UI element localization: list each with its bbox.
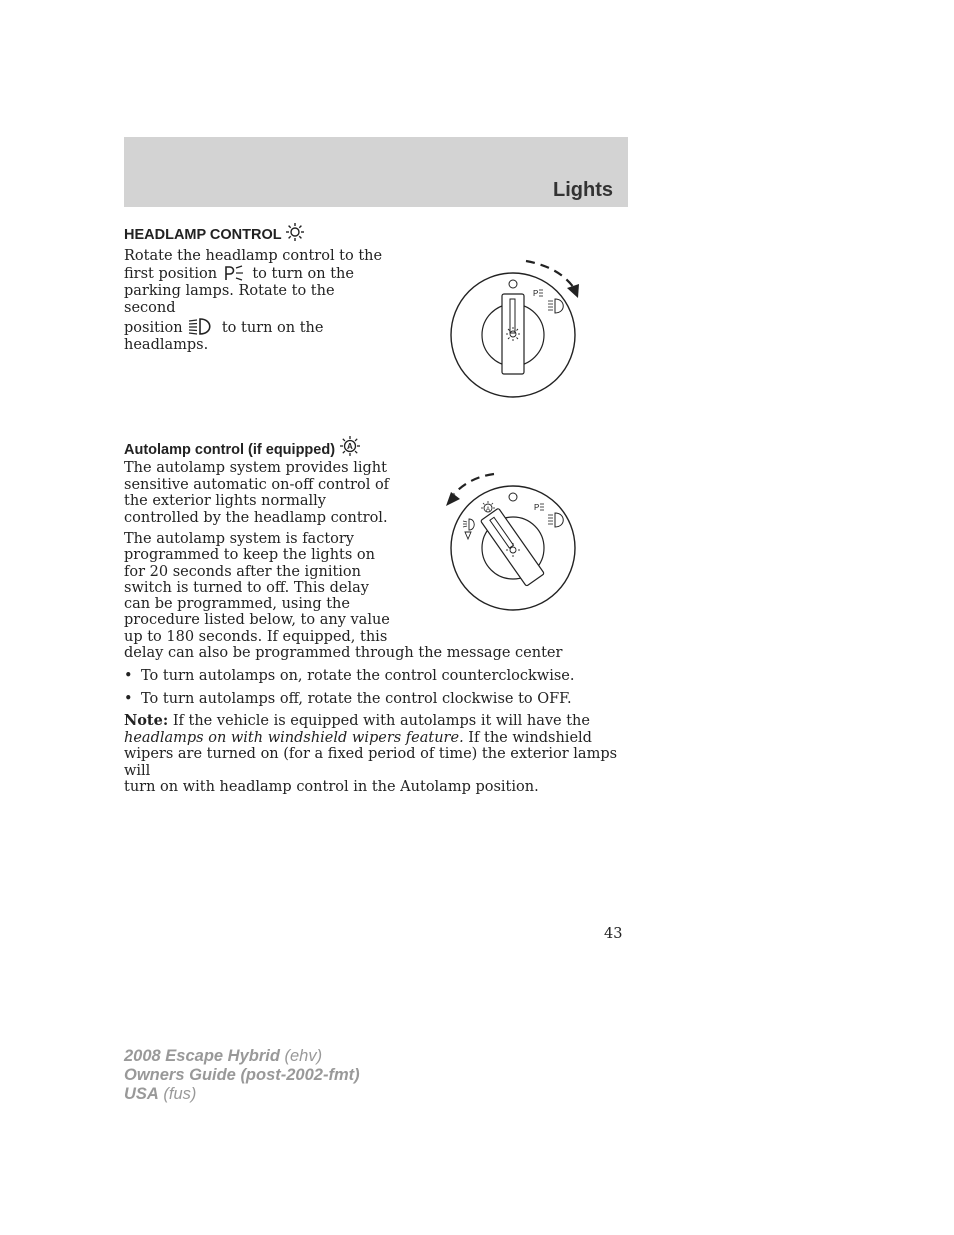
headlamp-control-figure [440,250,590,410]
text-line: headlamps. [124,337,209,353]
text-line: The autolamp system is factory [124,531,355,547]
autolamp-heading-text: Autolamp control (if equipped) [124,442,336,458]
bullet-dot: • [124,691,133,707]
text-line: the exterior lights normally [124,493,326,509]
text-span: position [124,320,183,336]
text-span: If the vehicle is equipped with autolamps it will have the [172,713,590,729]
text-line: programmed to keep the lights on [124,547,375,564]
bullet-text: To turn autolamps on, rotate the control counterclockwise. [141,668,575,684]
list-item [124,668,575,685]
text-line: for 20 seconds after the ignition [124,563,361,580]
parking-position-label: P [534,503,540,512]
footer-line [124,1085,360,1104]
text-line: switch is turned to off. This delay [124,579,369,596]
document-footer [124,1047,360,1104]
text-line: delay can also be programmed through the message center [124,645,563,662]
bullet-dot: • [124,668,133,684]
parking-position-label: P [533,289,539,298]
text-line [124,713,624,730]
text-line [124,730,624,747]
text-line: turn on with headlamp control in the Autolamp position. [124,779,539,795]
text-span: to turn on the [221,320,324,336]
footer-line [124,1066,360,1085]
list-item [124,691,572,708]
text-line: up to 180 seconds. If equipped, this [124,628,388,645]
text-line: sensitive automatic on-off control of [124,476,390,493]
text-line: parking lamps. Rotate to the second [124,283,335,316]
text-line: wipers are turned on (for a fixed period of time) the exterior lamps will [124,746,618,779]
autolamp-position-icon [481,501,495,513]
text-line: can be programmed, using the [124,596,350,613]
section-header-band [124,137,628,207]
text-line: controlled by the headlamp control. [124,509,388,526]
note-feature-name: headlamps on with windshield wipers feature. [124,729,464,746]
note-label: Note: [124,712,169,729]
headlamp-heading-text: HEADLAMP CONTROL [124,227,282,243]
headlamp-control-heading [124,222,305,243]
footer-line [124,1047,360,1066]
footer-market: USA [124,1085,159,1103]
note-paragraph [124,713,624,796]
autolamp-icon-label: A [347,442,353,451]
headlamp-paragraph [124,248,384,354]
auto-position-label: A [486,507,491,513]
text-span: to turn on the [252,266,354,282]
section-title: Lights [553,179,613,201]
text-line [124,265,384,283]
headlamp-icon [187,317,217,335]
footer-model: 2008 Escape Hybrid [124,1047,280,1065]
autolamp-control-figure [436,466,586,616]
text-line [124,317,384,337]
footer-code: (ehv) [279,1047,323,1065]
text-line: procedure listed below, to any value [124,612,390,629]
autolamp-icon [339,435,361,457]
parking-lamp-icon [222,265,248,281]
autolamp-paragraph-1 [124,460,394,526]
text-line: Rotate the headlamp control to the [124,248,383,264]
fog-lamp-icon [463,519,474,539]
bullet-text: To turn autolamps off, rotate the control clockwise to OFF. [141,691,572,707]
page-number: 43 [604,926,623,942]
text-span: If the windshield [463,729,592,746]
sun-icon [285,222,305,242]
text-span: first position [124,266,218,282]
footer-guide: Owners Guide (post-2002-fmt) [124,1066,360,1084]
text-line: The autolamp system provides light [124,460,387,476]
autolamp-control-heading [124,435,361,458]
footer-code: (fus) [158,1085,197,1103]
